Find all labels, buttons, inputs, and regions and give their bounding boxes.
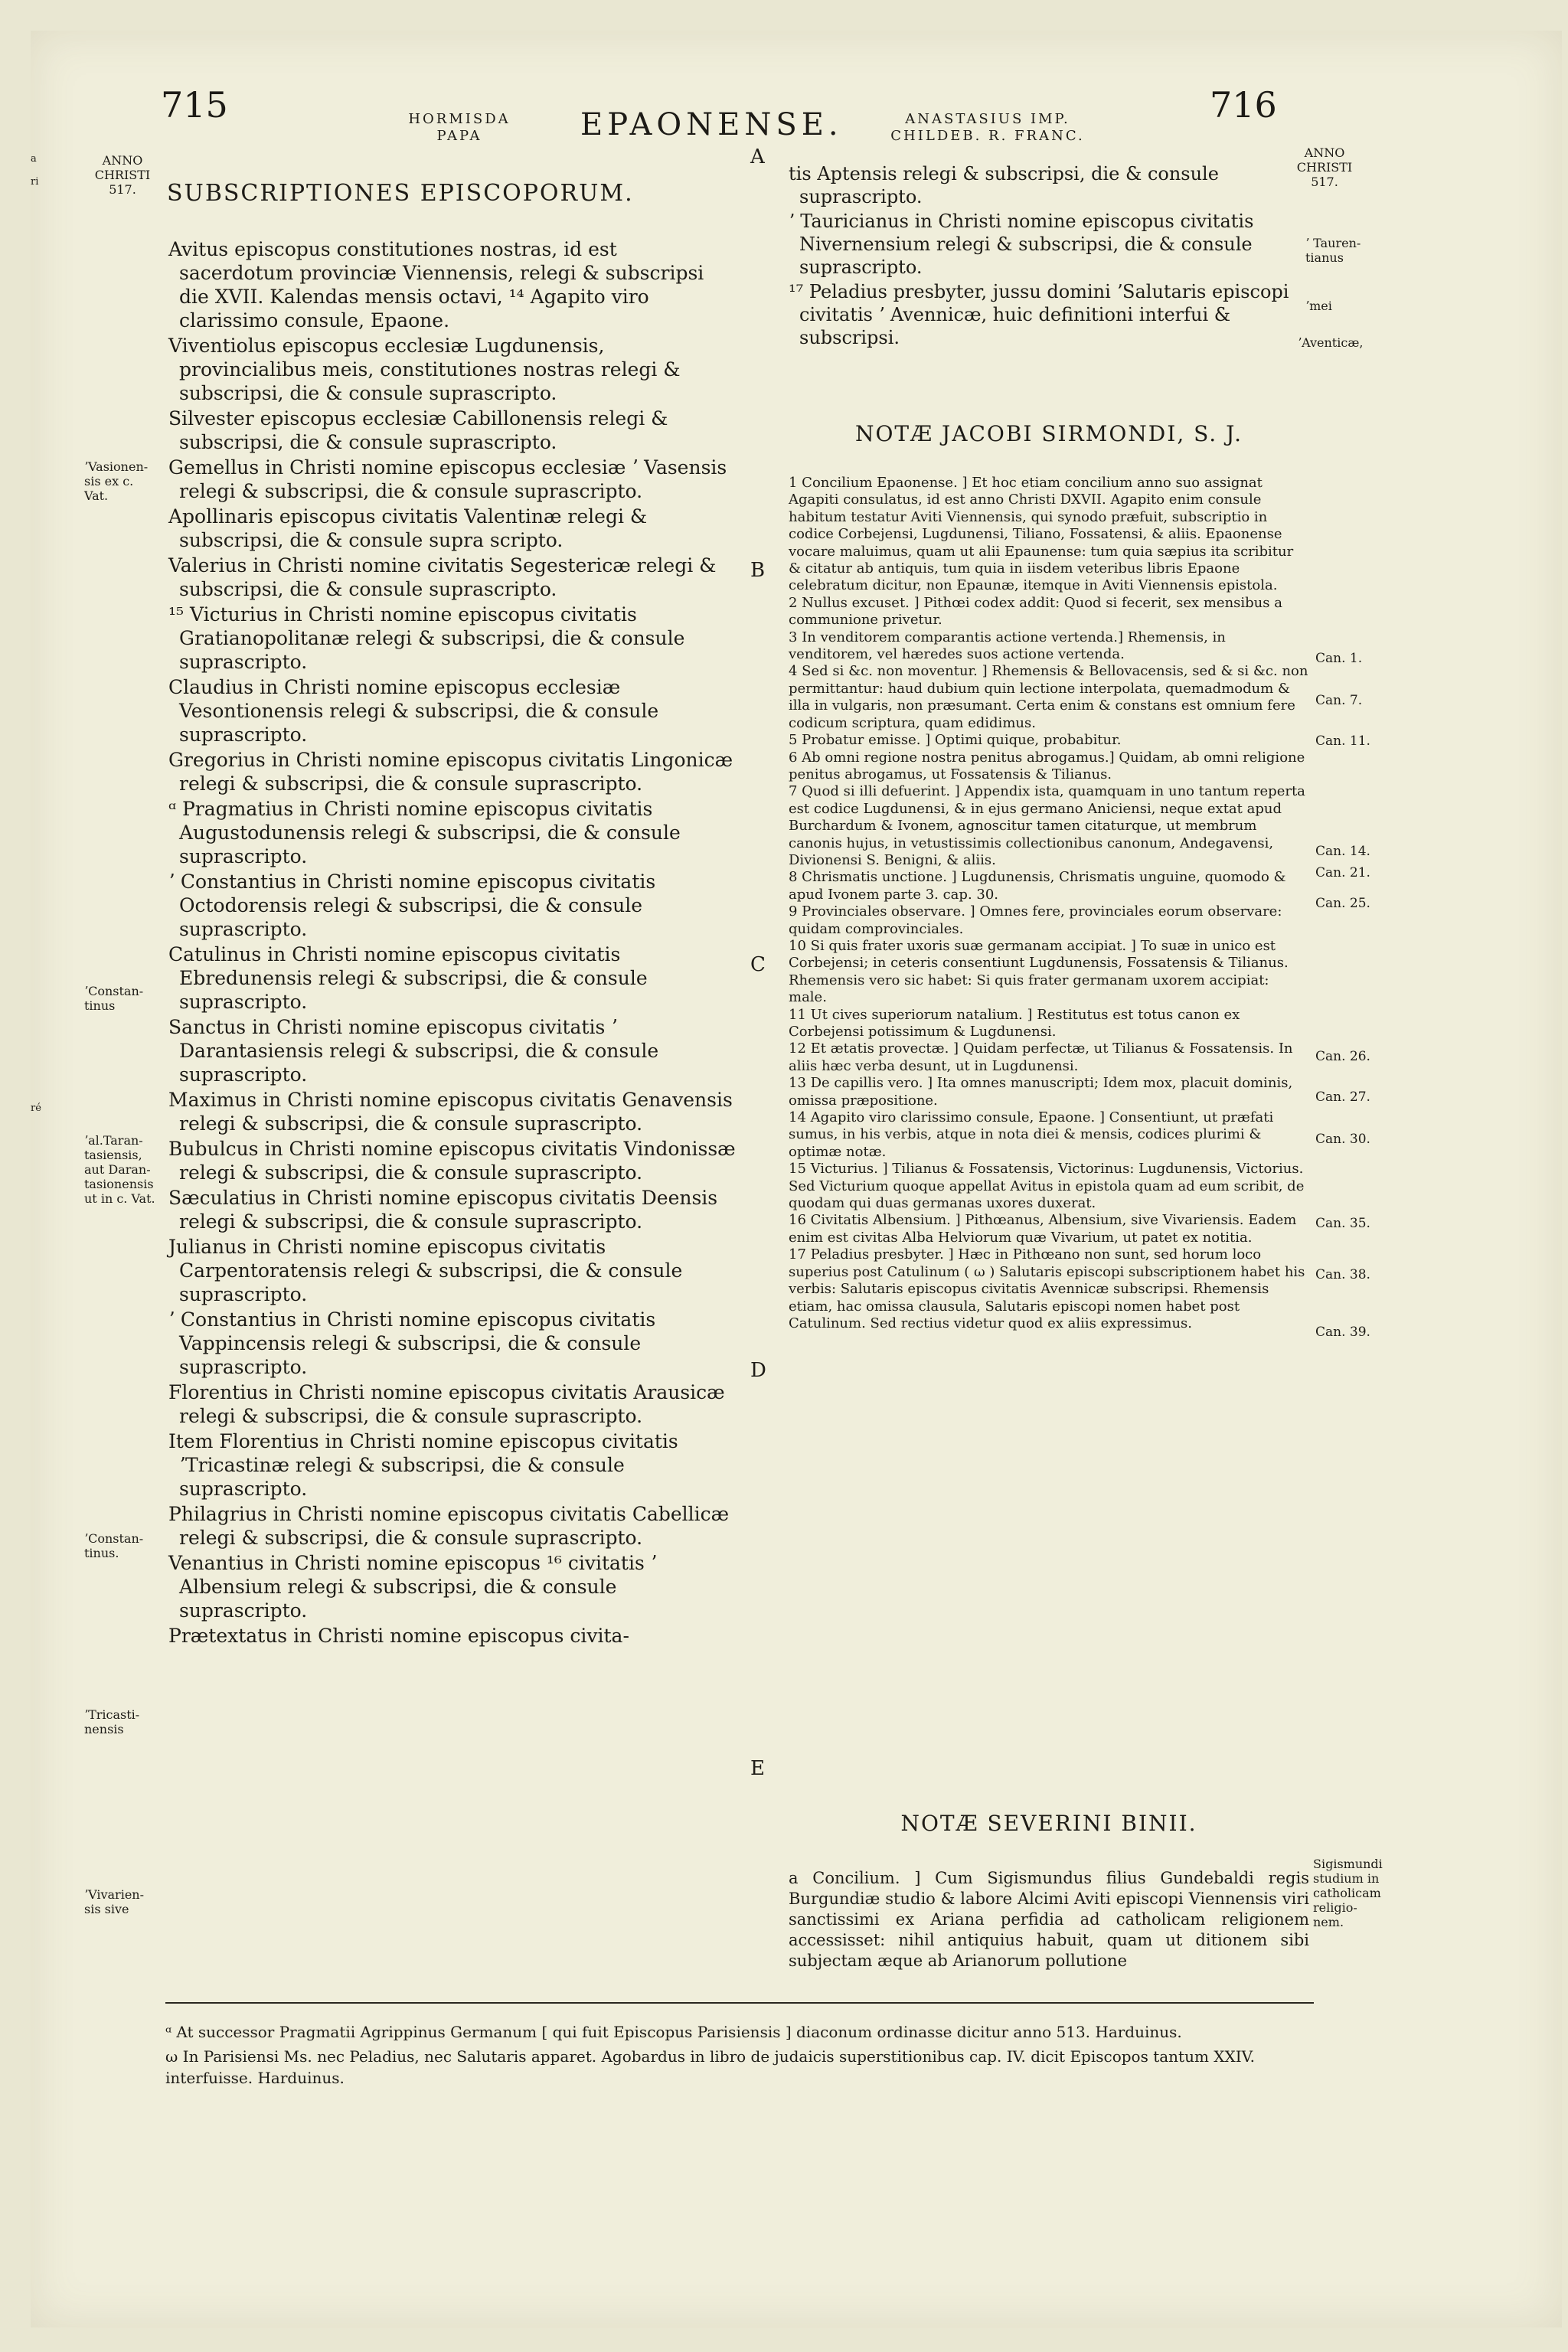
footnote-rule <box>165 2002 1314 2004</box>
anno-left-line: CHRISTI <box>94 168 151 182</box>
footnote: ᵅ At successor Pragmatii Agrippinus Germanum [ qui fuit Episcopus Parisiensis ] diaconum ordinasse dicitur anno 513. Harduinus. <box>165 2023 1182 2041</box>
book-page <box>31 31 1562 2328</box>
subscription-paragraph: Catulinus in Christi nomine episcopus civitatis Ebredunensis relegi & subscripsi, die & consule suprascripto. <box>168 943 648 1013</box>
subscription-paragraph: ᵅ Pragmatius in Christi nomine episcopus civitatis Augustodunensis relegi & subscripsi, die & consule suprascripto. <box>168 798 681 867</box>
anno-left <box>84 153 161 197</box>
left-edge-mark: ri <box>31 176 39 188</box>
sirmond-notes-title: NOTÆ JACOBI SIRMONDI, S. J. <box>854 421 1243 446</box>
canon-mark: Can. 14. <box>1315 844 1370 859</box>
binius-note-text: a Concilium. ] Cum Sigismundus filius Gundebaldi regis Burgundiæ studio & labore Alcimi Aviti episcopi Viennensis viri sanctissimi ex Ariana perfidia ad catholicam religionem accessisset: nihil antiquius habuit, quam ut ditionem sibi subjectam æque ab Arianorum pollutione <box>789 1869 1309 1970</box>
canon-mark: Can. 11. <box>1315 733 1370 749</box>
note-item: 6 Ab omni regione nostra penitus abrogamus.] Quidam, ab omni religione penitus abrogamus, ut Fossatensis & Tilianus. <box>789 749 1305 782</box>
note-item: 15 Victurius. ] Tilianus & Fossatensis, Victorinus: Lugdunensis, Victorius. Sed Victurium quoque appellat Avitus in epistola quam ad eum scribit, de quodam qui duas germanas uxores duxerat. <box>789 1161 1305 1212</box>
section-letter: B <box>750 559 766 582</box>
section-letter: A <box>750 145 765 168</box>
canon-mark: Can. 30. <box>1315 1132 1370 1147</box>
subscription-paragraph: Florentius in Christi nomine episcopus civitatis Arausicæ relegi & subscripsi, die & consule suprascripto. <box>168 1381 725 1427</box>
canon-mark: Can. 25. <box>1315 896 1370 911</box>
note-item: 5 Probatur emisse. ] Optimi quique, probabitur. <box>789 732 1122 749</box>
subscription-paragraph: Sæculatius in Christi nomine episcopus civitatis Deensis relegi & subscripsi, die & consule suprascripto. <box>168 1187 718 1233</box>
subscription-paragraph: tis Aptensis relegi & subscripsi, die & consule suprascripto. <box>789 163 1219 207</box>
subscription-paragraph: Silvester episcopus ecclesiæ Cabillonensis relegi & subscripsi, die & consule suprascripto. <box>168 407 668 453</box>
canon-mark: Can. 39. <box>1315 1325 1370 1340</box>
canon-mark: Can. 35. <box>1315 1216 1370 1231</box>
note-item: 11 Ut cives superiorum natalium. ] Restitutus est totus canon ex Corbejensi potissimum & Lugdunensi. <box>789 1006 1240 1040</box>
section-letter: C <box>750 953 766 976</box>
left-edge-mark: ré <box>31 1102 41 1114</box>
note-item: 12 Et ætatis provectæ. ] Quidam perfectæ, ut Tilianus & Fossatensis. In aliis hæc verba desunt, ut in Lugdunensi. <box>789 1040 1293 1074</box>
canon-mark: Can. 27. <box>1315 1089 1370 1105</box>
left-edge-mark: a <box>31 153 37 165</box>
canon-mark: Can. 21. <box>1315 865 1370 880</box>
note-item: 7 Quod si illi defuerint. ] Appendix ista, quamquam in uno tantum reperta est codice Lugdunensi, & in ejus germano Aniciensi, neque extat apud Burchardum & Ivonem, agnoscitur tamen citaturque, ut membrum canonis hujus, in vetustissimis collectionibus canonum, Andegavensi, Divionensi S. Benigni, & aliis. <box>789 783 1305 868</box>
subscription-paragraph: Item Florentius in Christi nomine episcopus civitatis ʼTricastinæ relegi & subscripsi, die & consule suprascripto. <box>168 1430 678 1500</box>
note-item: 9 Provinciales observare. ] Omnes fere, provinciales eorum observare: quidam comprovinciales. <box>789 903 1282 937</box>
margin-note: ʼConstan- tinus. <box>84 1531 144 1560</box>
note-item: 8 Chrismatis unctione. ] Lugdunensis, Chrismatis unguine, quomodo & apud Ivonem parte 3. cap. 30. <box>789 869 1286 903</box>
subscription-paragraph: ¹⁵ Victurius in Christi nomine episcopus civitatis Gratianopolitanæ relegi & subscripsi, die & consule suprascripto. <box>168 603 685 673</box>
subscriptions-title: SUBSCRIPTIONES EPISCOPORUM. <box>167 180 634 207</box>
page-number-left: 715 <box>161 84 228 126</box>
margin-note: ʼ Tauren- tianus <box>1305 236 1361 265</box>
note-item: 3 In venditorem comparantis actione vertenda.] Rhemensis, in venditorem, vel hæredes suos actione vertenda. <box>789 629 1226 663</box>
header-left-label <box>390 111 528 145</box>
margin-note: ʼVasionen- sis ex c. Vat. <box>84 459 149 503</box>
note-item: 2 Nullus excuset. ] Pithœi codex addit: Quod si fecerit, sex mensibus a communione privetur. <box>789 594 1282 629</box>
margin-note: ʼConstan- tinus <box>84 984 144 1013</box>
margin-note: Sigismundi studium in catholicam religio- nem. <box>1313 1857 1383 1929</box>
footnote: ω In Parisiensi Ms. nec Peladius, nec Salutaris apparet. Agobardus in libro de judaicis superstitionibus cap. IV. dicit Episcopos tantum XXIV. interfuisse. Harduinus. <box>165 2047 1255 2087</box>
subscription-paragraph: Julianus in Christi nomine episcopus civitatis Carpentoratensis relegi & subscripsi, die & consule suprascripto. <box>168 1236 683 1305</box>
subscription-paragraph: Claudius in Christi nomine episcopus ecclesiæ Vesontionensis relegi & subscripsi, die & consule suprascripto. <box>168 676 659 746</box>
subscription-paragraph: Gemellus in Christi nomine episcopus ecclesiæ ʼ Vasensis relegi & subscripsi, die & consule suprascripto. <box>168 456 727 502</box>
subscription-paragraph: Valerius in Christi nomine civitatis Segestericæ relegi & subscripsi, die & consule suprascripto. <box>168 554 717 600</box>
note-item: 4 Sed si &c. non moventur. ] Rhemensis & Bellovacensis, sed & si &c. non permittantur: haud dubium quin lectione interpolata, quemadmodum & illa in vulgaris, non præsumant. Certa enim & constans est omnium fere codicum scriptura, quam edidimus. <box>789 663 1308 731</box>
note-item: 10 Si quis frater uxoris suæ germanam accipiat. ] To suæ in unico est Corbejensi; in ceteris consentiunt Lugdunensis, Fossatensis & Tilianus. Rhemensis vero sic habet: Si quis frater germanam uxorem accipiat: male. <box>789 937 1289 1006</box>
subscription-paragraph: Prætextatus in Christi nomine episcopus civita- <box>168 1625 629 1647</box>
anno-right-line: 517. <box>1311 175 1338 189</box>
canon-mark: Can. 1. <box>1315 651 1363 666</box>
subscription-paragraph: ʼ Constantius in Christi nomine episcopus civitatis Vappincensis relegi & subscripsi, die & consule suprascripto. <box>168 1308 656 1378</box>
subscription-paragraph: ¹⁷ Peladius presbyter, jussu domini ʼSalutaris episcopi civitatis ʼ Avennicæ, huic definitioni interfui & subscripsi. <box>789 281 1289 348</box>
anno-right-line: CHRISTI <box>1296 160 1353 175</box>
anno-right-line: ANNO <box>1304 145 1345 160</box>
subscription-paragraph: Apollinaris episcopus civitatis Valentinæ relegi & subscripsi, die & consule supra scripto. <box>168 505 648 551</box>
right-column-text <box>789 162 1309 351</box>
header-right-line-1: ANASTASIUS IMP. <box>905 111 1070 127</box>
note-item: 17 Peladius presbyter. ] Hæc in Pithœano non sunt, sed horum loco superius post Catulinum ( ω ) Salutaris episcopi subscriptionem habet his verbis: Salutaris episcopus civitatis Avennicæ subscripsi. Rhemensis etiam, hac omissa clausula, Salutaris episcopi nomen habet post Catulinum. Sed rectius videtur quod ex aliis expressimus. <box>789 1246 1305 1331</box>
binius-notes-title: NOTÆ SEVERINI BINII. <box>900 1811 1197 1836</box>
header-left-line-2: PAPA <box>436 128 482 144</box>
header-left-line-1: HORMISDA <box>408 111 511 127</box>
footnotes <box>165 2021 1337 2092</box>
margin-note: ʼVivarien- sis sive <box>84 1887 144 1916</box>
margin-note: ʼTricasti- nensis <box>84 1707 140 1736</box>
note-item: 13 De capillis vero. ] Ita omnes manuscripti; Idem mox, placuit dominis, omissa præpositione. <box>789 1075 1293 1109</box>
subscription-paragraph: Maximus in Christi nomine episcopus civitatis Genavensis relegi & subscripsi, die & consule suprascripto. <box>168 1089 733 1135</box>
section-letter: E <box>750 1757 765 1780</box>
subscription-paragraph: Venantius in Christi nomine episcopus ¹⁶ civitatis ʼ Albensium relegi & subscripsi, die & consule suprascripto. <box>168 1552 657 1622</box>
subscription-paragraph: ʼ Tauricianus in Christi nomine episcopus civitatis Nivernensium relegi & subscripsi, die & consule suprascripto. <box>789 211 1254 278</box>
page-number-right: 716 <box>1210 84 1277 126</box>
header-right-label <box>865 111 1110 145</box>
subscriptions-list <box>168 237 737 1649</box>
canon-mark: Can. 7. <box>1315 693 1363 708</box>
subscription-paragraph: Bubulcus in Christi nomine episcopus civitatis Vindonissæ relegi & subscripsi, die & consule suprascripto. <box>168 1138 736 1184</box>
subscription-paragraph: Philagrius in Christi nomine episcopus civitatis Cabellicæ relegi & subscripsi, die & consule suprascripto. <box>168 1503 730 1549</box>
note-item: 14 Agapito viro clarissimo consule, Epaone. ] Consentiunt, ut præfati sumus, in his verbis, atque in nota diei & mensis, codices plurimi & optimæ notæ. <box>789 1109 1274 1160</box>
subscription-paragraph: Viventiolus episcopus ecclesiæ Lugdunensis, provincialibus meis, constitutiones nostras relegi & subscripsi, die & consule suprascripto. <box>168 335 681 404</box>
canon-mark: Can. 26. <box>1315 1049 1370 1064</box>
anno-left-line: 517. <box>109 182 136 197</box>
sirmond-notes <box>789 475 1309 1332</box>
header-right-line-2: CHILDEB. R. FRANC. <box>890 128 1085 144</box>
section-letter: D <box>750 1359 766 1382</box>
margin-note: ʼAventicæ, <box>1298 335 1364 350</box>
subscription-paragraph: Sanctus in Christi nomine episcopus civitatis ʼ Darantasiensis relegi & subscripsi, die & consule suprascripto. <box>168 1016 659 1086</box>
note-item: 1 Concilium Epaonense. ] Et hoc etiam concilium anno suo assignat Agapiti consulatus, id est anno Christi DXVII. Agapito enim consule habitum testatur Aviti Viennensis, qui synodo præfuit, subscriptio in codice Corbejensi, Lugdunensi, Tiliano, Fossatensi, & aliis. Epaonense vocare maluimus, quam ut alii Epaunense: tum quia sæpius ita scribitur & citatur ab antiquis, tum quia in iisdem veteribus libris Epaone celebratum dicitur, non Epaunæ, itemque in Aviti Viennensis epistola. <box>789 475 1294 594</box>
anno-left-line: ANNO <box>102 153 143 168</box>
margin-note: ʼmei <box>1305 299 1332 313</box>
margin-note: ʼal.Taran- tasiensis, aut Daran- tasionensis ut in c. Vat. <box>84 1133 155 1206</box>
running-title: EPAONENSE. <box>580 107 843 142</box>
subscription-paragraph: Gregorius in Christi nomine episcopus civitatis Lingonicæ relegi & subscripsi, die & consule suprascripto. <box>168 749 733 795</box>
subscription-paragraph: Avitus episcopus constitutiones nostras, id est sacerdotum provinciæ Viennensis, relegi & subscripsi die XVII. Kalendas mensis octavi, ¹⁴ Agapito viro clarissimo consule, Epaone. <box>168 238 704 332</box>
subscription-paragraph: ʼ Constantius in Christi nomine episcopus civitatis Octodorensis relegi & subscripsi, die & consule suprascripto. <box>168 871 656 940</box>
canon-mark: Can. 38. <box>1315 1267 1370 1282</box>
note-item: 16 Civitatis Albensium. ] Pithœanus, Albensium, sive Vivariensis. Eadem enim est civitas Alba Helviorum quæ Vivarium, ut patet ex notitia. <box>789 1212 1297 1246</box>
